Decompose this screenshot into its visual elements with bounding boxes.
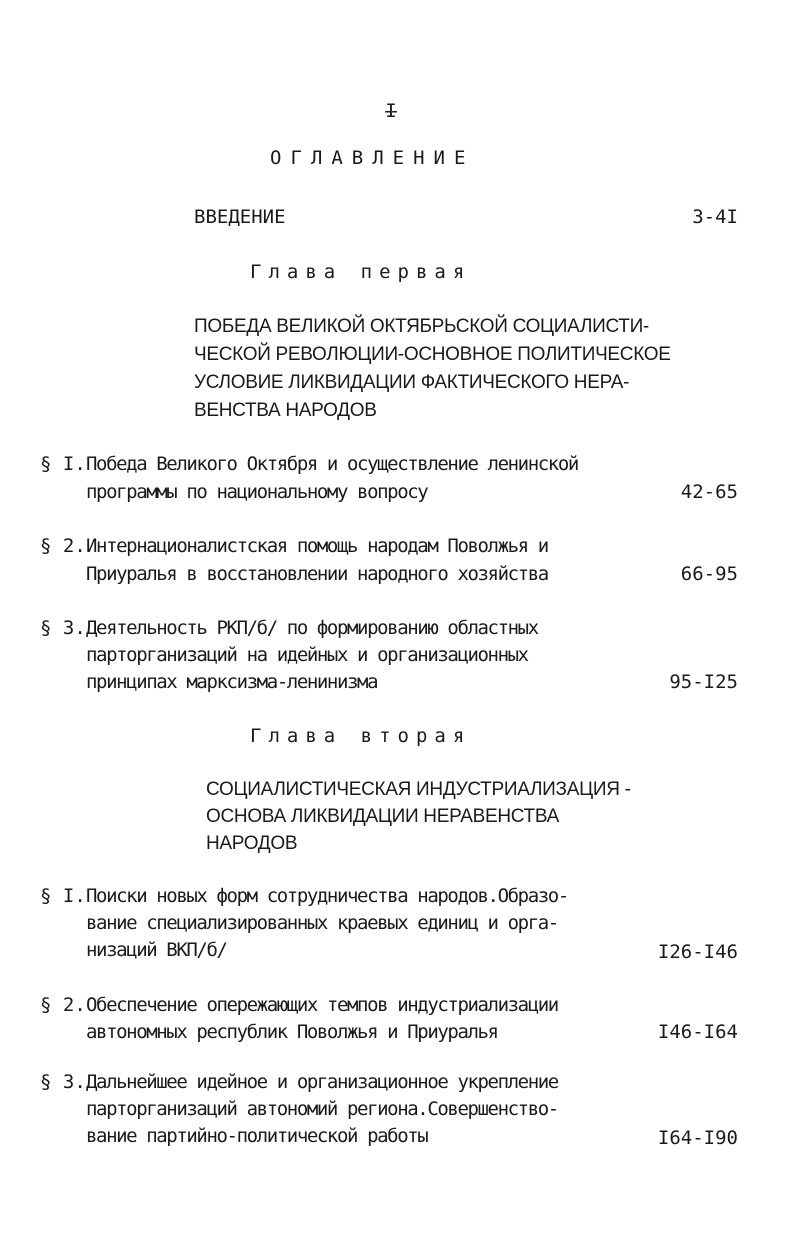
intro-pages: 3-4I (692, 206, 738, 228)
chapter-1-label: Глава первая (250, 261, 472, 283)
toc-heading: ОГЛАВЛЕНИЕ (270, 147, 475, 169)
ch2-sec3-line: вание партийно-политической работы (86, 1125, 428, 1147)
ch2-sec2-line: автономных республик Поволжья и Приуралья (86, 1021, 498, 1043)
ch1-sec3-marker: § 3. (40, 617, 86, 639)
chapter-1-title-line: ВЕНСТВА НАРОДОВ (194, 400, 377, 421)
ch1-sec1-line: программы по национальному вопросу (86, 481, 428, 503)
ch1-sec1-marker: § I. (40, 453, 86, 475)
ch1-sec3-pages: 95-I25 (669, 671, 738, 693)
ch2-sec1-marker: § I. (40, 885, 86, 907)
ch1-sec1-line: Победа Великого Октября и осуществление ленинской (86, 453, 578, 475)
ch2-sec2-pages: I46-I64 (657, 1021, 738, 1043)
ch2-sec1-pages: I26-I46 (657, 941, 738, 963)
chapter-2-title-line: НАРОДОВ (206, 833, 298, 854)
ch2-sec1-line: вание специализированных краевых единиц и орга- (86, 912, 558, 934)
ch2-sec1-line: низаций ВКП/б/ (86, 939, 227, 961)
ch2-sec1-line: Поиски новых форм сотрудничества народов.Образо- (86, 885, 568, 907)
ch2-sec2-marker: § 2. (40, 994, 86, 1016)
chapter-1-title-line: УСЛОВИЕ ЛИКВИДАЦИИ ФАКТИЧЕСКОГО НЕРА- (194, 372, 630, 393)
ch1-sec3-line: Деятельность РКП/б/ по формированию областных (86, 617, 538, 639)
ch1-sec1-pages: 42-65 (680, 481, 738, 503)
ch1-sec2-marker: § 2. (40, 535, 86, 557)
ch2-sec2-line: Обеспечение опережающих темпов индустриализации (86, 994, 558, 1016)
chapter-2-title-line: СОЦИАЛИСТИЧЕСКАЯ ИНДУСТРИАЛИЗАЦИЯ - (206, 779, 631, 800)
ch2-sec3-pages: I64-I90 (657, 1127, 738, 1149)
chapter-1-title-line: ПОБЕДА ВЕЛИКОЙ ОКТЯБРЬСКОЙ СОЦИАЛИСТИ- (194, 316, 649, 337)
chapter-2-title-line: ОСНОВА ЛИКВИДАЦИИ НЕРАВЕНСТВА (206, 806, 559, 827)
chapter-1-title-line: ЧЕСКОЙ РЕВОЛЮЦИИ-ОСНОВНОЕ ПОЛИТИЧЕСКОЕ (194, 344, 671, 365)
ch2-sec3-line: парторганизаций автономий региона.Совершенство- (86, 1098, 558, 1120)
ch1-sec2-line: Приуралья в восстановлении народного хозяйства (86, 563, 548, 585)
page-number: -I- (381, 100, 393, 122)
ch2-sec3-marker: § 3. (40, 1071, 86, 1093)
intro-label: ВВЕДЕНИЕ (194, 206, 286, 228)
ch2-sec3-line: Дальнейшее идейное и организационное укрепление (86, 1071, 558, 1093)
ch1-sec3-line: парторганизаций на идейных и организационных (86, 644, 528, 666)
chapter-2-label: Глава вторая (250, 725, 472, 747)
ch1-sec2-pages: 66-95 (680, 563, 738, 585)
ch1-sec2-line: Интернационалистская помощь народам Поволжья и (86, 535, 548, 557)
ch1-sec3-line: принципах марксизма-ленинизма (86, 671, 378, 693)
